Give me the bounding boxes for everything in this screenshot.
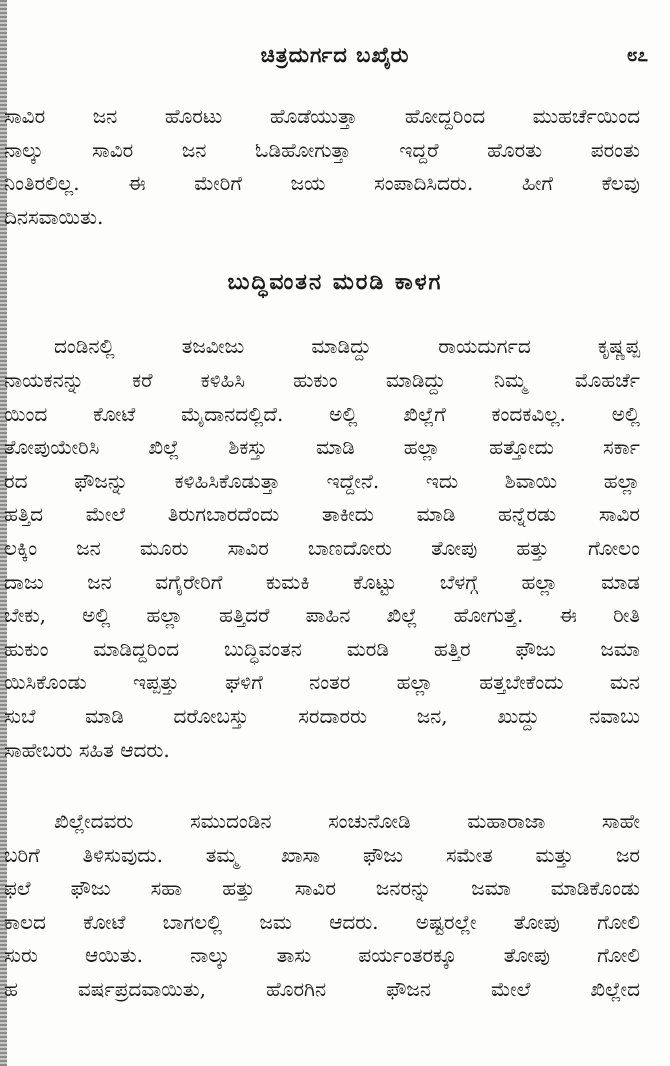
- running-title: ಚಿತ್ರದುರ್ಗದ ಬಖೈರು: [260, 42, 410, 67]
- text-line: ಹ ವರ್ಷಪ್ರದವಾಯಿತು, ಹೊರಗಿನ ಫೌಜನ ಮೇಲೆ ಖಿಲ್ಲೇದ: [4, 977, 640, 1002]
- text-line: ನಾಲ್ಕು ಸಾವಿರ ಜನ ಓಡಿಹೋಗುತ್ತಾ ಇದ್ದರೆ ಹೊರತು ಪರಂತು: [4, 137, 640, 162]
- text-line: ಯಿಂದ ಕೋಟೆ ಮೈದಾನದಲ್ಲಿದೆ. ಅಲ್ಲಿ ಖಿಲ್ಲೆಗೆ ಕಂದಕವಿಲ್ಲ. ಅಲ್ಲಿ: [4, 401, 640, 426]
- text-line: ತೋಪುಯೇರಿಸಿ ಖಿಲ್ಲೆ ಶಿಕಸ್ತು ಮಾಡಿ ಹಲ್ಲಾ ಹತ್ತೋದು ಸರ್ಕಾ: [4, 435, 640, 460]
- text-line: ಸಾಹೇಬರು ಸಹಿತ ಆದರು.: [4, 737, 170, 762]
- page-header: [0, 40, 670, 76]
- text-line: ಹತ್ತಿದ ಮೇಲೆ ತಿರುಗಬಾರದೆಂದು ತಾಕೀದು ಮಾಡಿ ಹನ್ನೆರಡು ಸಾವಿರ: [4, 502, 640, 527]
- text-line: ರದ ಫೌಜನ್ನು ಕಳಿಹಿಸಿಕೊಡುತ್ತಾ ಇದ್ದೇನೆ. ಇದು ಶಿವಾಯಿ ಹಲ್ಲಾ: [4, 468, 640, 493]
- text-line: ಬೇಕು, ಅಲ್ಲಿ ಹಲ್ಲಾ ಹತ್ತಿದರೆ ಪಾಹಿನ ಖಿಲ್ಲೆ ಹೋಗುತ್ತೆ. ಈ ರೀತಿ: [4, 603, 640, 628]
- text-line: ಯಿಸಿಕೊಂಡು ಇಪ್ಪತ್ತು ಘಳಿಗೆ ನಂತರ ಹಲ್ಲಾ ಹತ್ತಬೇಕೆಂದು ಮನ: [4, 670, 640, 695]
- text-line: ದಿನಸವಾಯಿತು.: [4, 204, 104, 229]
- paragraph-3: [0, 805, 650, 1007]
- paragraph-2: [0, 330, 650, 767]
- page-number: ೮೭: [626, 44, 648, 66]
- text-line: ಸುಬೆ ಮಾಡಿ ದರೋಬಸ್ತು ಸರದಾರರು ಜನ, ಖುದ್ದು ನವಾಬು: [4, 703, 640, 728]
- text-line: ನಿಂತಿರಲಿಲ್ಲ. ಈ ಮೇರಿಗೆ ಜಯ ಸಂಪಾದಿಸಿದರು. ಹೀಗೆ ಕೆಲವು: [4, 171, 640, 196]
- paragraph-1: [0, 100, 650, 234]
- text-line: ದಂಡಿನಲ್ಲಿ ತಜವೀಜು ಮಾಡಿದ್ದು ರಾಯದುರ್ಗದ ಕೃಷ್ಣಪ್ಪ: [54, 334, 640, 359]
- text-line: ಖಿಲ್ಲೇದವರು ಸಮುದಂಡಿನ ಸಂಚುನೋಡಿ ಮಹಾರಾಜಾ ಸಾಹೇ: [54, 809, 640, 834]
- text-line: ದಾಜು ಜನ ವಗೈರೇರಿಗೆ ಕುಮಕಿ ಕೊಟ್ಟು ಬೆಳಗ್ಗೆ ಹಲ್ಲಾ ಮಾಡ: [4, 569, 640, 594]
- text-line: ಹುಕುಂ ಮಾಡಿದ್ದರಿಂದ ಬುದ್ಧಿವಂತನ ಮರಡಿ ಹತ್ತಿರ ಫೌಜು ಜಮಾ: [4, 636, 640, 661]
- text-line: ಬರಿಗೆ ತಿಳಿಸುವುದು. ತಮ್ಮ ಖಾಸಾ ಫೌಜು ಸಮೇತ ಮತ್ತು ಜರ: [4, 842, 640, 867]
- section-heading: ಬುದ್ಧಿವಂತನ ಮರಡಿ ಕಾಳಗ: [227, 269, 443, 296]
- text-line: ಲಕ್ಕಿಂ ಜನ ಮೂರು ಸಾವಿರ ಬಾಣದೋರು ತೋಪು ಹತ್ತು ಗೋಲಂ: [4, 535, 640, 560]
- text-line: ಫಲೆ ಫೌಜು ಸಹಾ ಹತ್ತು ಸಾವಿರ ಜನರನ್ನು ಜಮಾ ಮಾಡಿಕೊಂಡು: [4, 876, 640, 901]
- text-line: ನಾಯಕನನ್ನು ಕರೆ ಕಳಿಹಿಸಿ ಹುಕುಂ ಮಾಡಿದ್ದು ನಿಮ್ಮ ಮೊಹರ್ಚೆ: [4, 367, 640, 392]
- body-text: [0, 100, 650, 1007]
- text-line: ಸಾವಿರ ಜನ ಹೊರಟು ಹೊಡೆಯುತ್ತಾ ಹೋದ್ದರಿಂದ ಮುಹರ್ಚೆಯಿಂದ: [4, 104, 640, 128]
- text-line: ಕಾಲದ ಕೋಟೆ ಬಾಗಲಲ್ಲಿ ಜಮ ಆದರು. ಅಷ್ಟರಲ್ಲೇ ತೋಪು ಗೋಲಿ: [4, 909, 640, 934]
- text-line: ಸುರು ಆಯಿತು. ನಾಲ್ಕು ತಾಸು ಪರ್ಯಂತರಕ್ಕೂ ತೋಪು ಗೋಲಿ: [4, 943, 640, 968]
